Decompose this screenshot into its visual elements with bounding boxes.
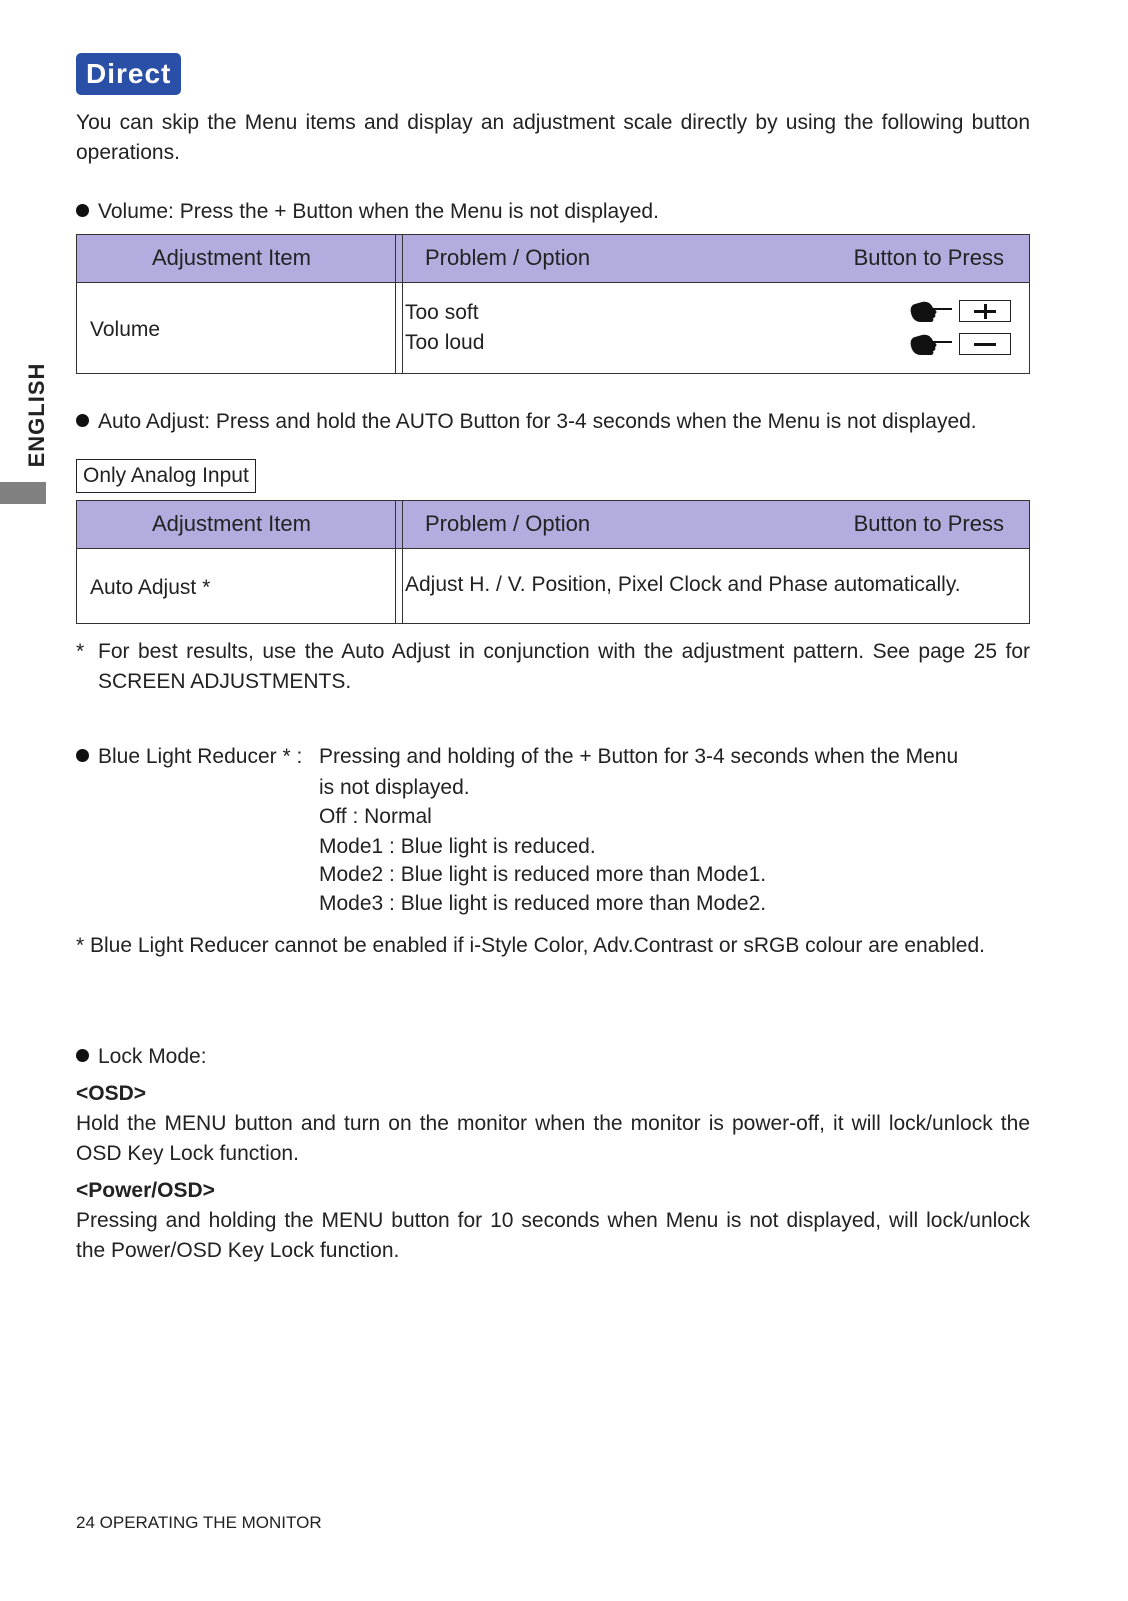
side-tab-marker	[0, 482, 46, 504]
bullet-dot-icon	[76, 1049, 89, 1062]
auto-adjust-item-cell: Auto Adjust *	[90, 576, 211, 599]
blue-light-line: is not displayed.	[319, 776, 470, 799]
column-divider	[395, 501, 403, 548]
volume-item-cell: Volume	[90, 318, 161, 341]
plus-key-icon	[959, 300, 1011, 322]
column-divider	[395, 549, 403, 624]
volume-table-header	[77, 235, 1029, 283]
analog-input-tag: Only Analog Input	[76, 459, 256, 493]
plus-button-indicator	[909, 299, 1015, 325]
volume-table	[76, 234, 1030, 374]
auto-adjust-note: For best results, use the Auto Adjust in conjunction with the adjustment pattern. See page 25 for SCREEN ADJUSTMENTS.	[98, 640, 1030, 693]
option-too-soft: Too soft	[405, 301, 479, 324]
bullet-dot-icon	[76, 204, 89, 217]
auto-adjust-option-cell: Adjust H. / V. Position, Pixel Clock and Phase automatically.	[405, 573, 961, 596]
language-label: ENGLISH	[24, 362, 49, 468]
bullet-dot-icon	[76, 749, 89, 762]
header-problem-option: Problem / Option	[425, 511, 591, 536]
blue-light-mode1: Mode1 : Blue light is reduced.	[319, 835, 596, 858]
intro-paragraph: You can skip the Menu items and display an adjustment scale directly by using the following button operations.	[76, 111, 1030, 164]
auto-adjust-bullet-text: Auto Adjust: Press and hold the AUTO Button for 3-4 seconds when the Menu is not displayed.	[98, 410, 977, 433]
column-divider	[395, 235, 403, 282]
auto-adjust-table-row	[77, 549, 1029, 624]
language-side-tab	[24, 360, 50, 470]
volume-bullet	[76, 197, 659, 227]
blue-light-line: Pressing and holding of the + Button for 3-4 seconds when the Menu	[319, 745, 959, 768]
auto-adjust-bullet	[76, 407, 977, 437]
note-asterisk: *	[76, 640, 85, 663]
section-title-badge: Direct	[76, 53, 181, 95]
blue-light-label: Blue Light Reducer * :	[98, 745, 303, 768]
volume-bullet-text: Volume: Press the + Button when the Menu is not displayed.	[98, 200, 659, 223]
lock-mode-bullet	[76, 1042, 207, 1072]
osd-heading: <OSD>	[76, 1082, 147, 1105]
power-osd-heading: <Power/OSD>	[76, 1179, 215, 1202]
auto-adjust-table	[76, 500, 1030, 624]
osd-paragraph: Hold the MENU button and turn on the monitor when the monitor is power-off, it will lock/unlock the OSD Key Lock function.	[76, 1112, 1030, 1165]
pointing-hand-icon	[909, 332, 953, 358]
minus-button-indicator	[909, 332, 1015, 358]
header-adjustment-item: Adjustment Item	[152, 245, 311, 270]
minus-key-icon	[959, 333, 1011, 355]
lock-mode-label: Lock Mode:	[98, 1045, 207, 1068]
header-button-to-press: Button to Press	[853, 245, 1004, 270]
bullet-dot-icon	[76, 414, 89, 427]
header-adjustment-item: Adjustment Item	[152, 511, 311, 536]
auto-adjust-table-header	[77, 501, 1029, 549]
header-problem-option: Problem / Option	[425, 245, 591, 270]
page-footer: 24 OPERATING THE MONITOR	[76, 1513, 322, 1532]
column-divider	[395, 283, 403, 374]
power-osd-paragraph: Pressing and holding the MENU button for 10 seconds when Menu is not displayed, will lock/unlock the Power/OSD Key Lock function.	[76, 1209, 1030, 1262]
blue-light-mode3: Mode3 : Blue light is reduced more than Mode2.	[319, 892, 767, 915]
blue-light-bullet	[76, 742, 302, 772]
volume-table-row	[77, 283, 1029, 374]
blue-light-note: * Blue Light Reducer cannot be enabled if i-Style Color, Adv.Contrast or sRGB colour are enabled.	[76, 934, 985, 957]
header-button-to-press: Button to Press	[853, 511, 1004, 536]
pointing-hand-icon	[909, 299, 953, 325]
blue-light-mode2: Mode2 : Blue light is reduced more than Mode1.	[319, 863, 767, 886]
blue-light-mode-off: Off : Normal	[319, 805, 432, 828]
option-too-loud: Too loud	[405, 331, 485, 354]
